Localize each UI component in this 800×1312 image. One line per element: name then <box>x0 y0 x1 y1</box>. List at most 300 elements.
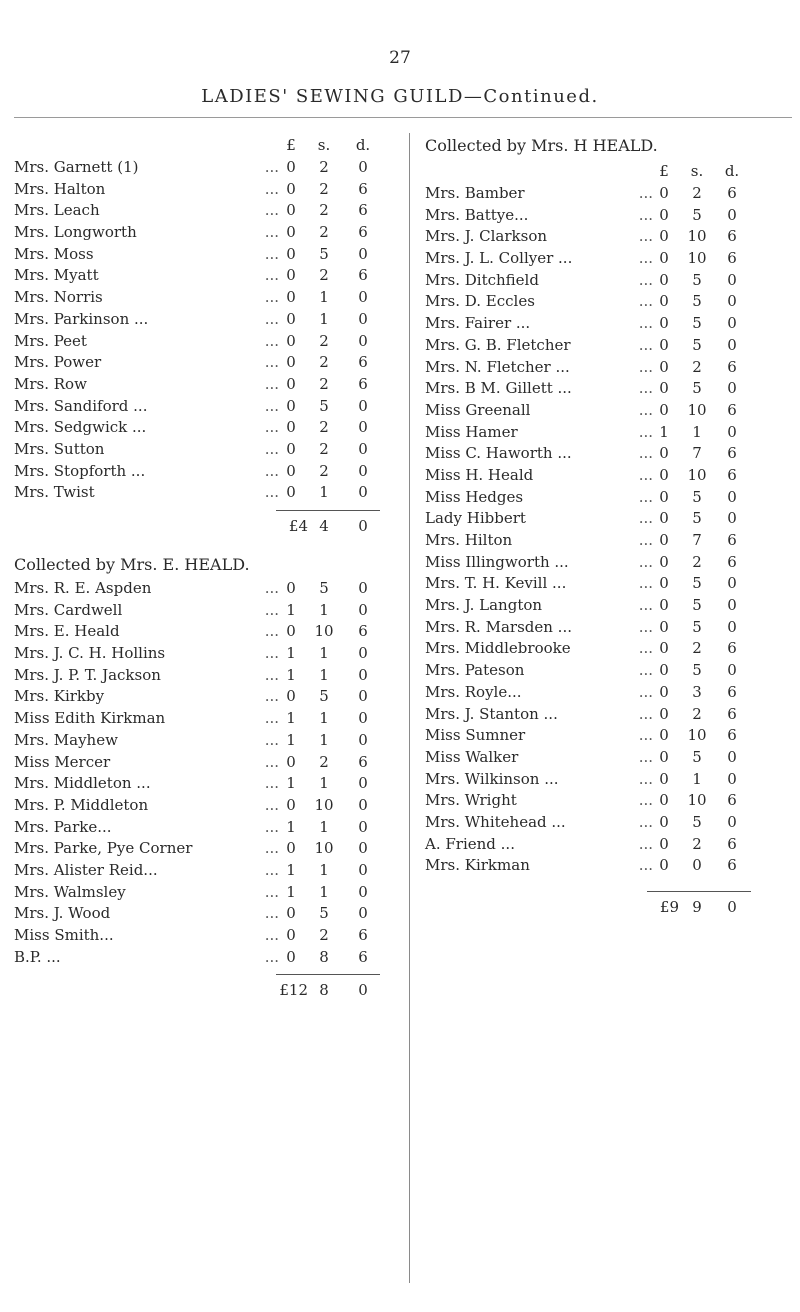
entry-pence: 6 <box>727 400 737 419</box>
entry-pounds: 0 <box>286 266 296 285</box>
section3-pounds-header: £ <box>659 162 669 180</box>
table-row <box>425 291 795 313</box>
entry-shillings: 1 <box>319 882 329 901</box>
currency-header <box>14 133 399 157</box>
entry-shillings: 5 <box>692 596 702 615</box>
entry-pence: 0 <box>358 288 368 307</box>
entry-shillings: 5 <box>319 396 329 415</box>
leader-dots: ... <box>264 374 279 393</box>
table-row <box>14 222 399 244</box>
entry-name: Miss Illingworth ... <box>425 552 569 571</box>
entry-name: Mrs. Halton <box>14 179 106 198</box>
entry-pounds: 0 <box>659 596 669 615</box>
entry-pounds: 1 <box>286 665 296 684</box>
entry-pence: 6 <box>358 179 368 198</box>
entry-name: Mrs. Cardwell <box>14 600 123 619</box>
entry-shillings: 5 <box>692 270 702 289</box>
leader-dots: ... <box>264 179 279 198</box>
entry-pence: 6 <box>727 682 737 701</box>
leader-dots: ... <box>264 904 279 923</box>
entry-name: Mrs. B M. Gillett ... <box>425 379 572 398</box>
entry-shillings: 3 <box>692 682 702 701</box>
entry-shillings: 2 <box>319 201 329 220</box>
leader-dots: ... <box>638 682 653 701</box>
leader-dots: ... <box>638 270 653 289</box>
section1-total-rule <box>14 504 399 514</box>
entry-pence: 0 <box>358 309 368 328</box>
leader-dots: ... <box>638 487 653 506</box>
table-row <box>14 439 399 461</box>
entry-name: Mrs. R. Marsden ... <box>425 617 572 636</box>
entry-name: Mrs. Myatt <box>14 266 99 285</box>
entry-pence: 0 <box>358 860 368 879</box>
entry-pence: 6 <box>358 266 368 285</box>
entry-pence: 0 <box>358 839 368 858</box>
leader-dots: ... <box>264 483 279 502</box>
entry-name: Mrs. Moss <box>14 244 94 263</box>
leader-dots: ... <box>638 812 653 831</box>
entry-name: Miss Smith... <box>14 926 114 944</box>
entry-pounds: 0 <box>659 747 669 766</box>
section3-total <box>425 895 795 919</box>
leader-dots: ... <box>264 882 279 901</box>
entry-name: Mrs. Ditchfield <box>425 270 539 289</box>
leader-dots: ... <box>638 552 653 571</box>
table-row <box>14 200 399 222</box>
entry-pence: 0 <box>358 483 368 502</box>
table-row <box>425 400 795 422</box>
entry-pounds: 0 <box>659 769 669 788</box>
entry-pounds: 0 <box>659 205 669 224</box>
entry-pence: 0 <box>727 812 737 831</box>
entry-pounds: 1 <box>286 882 296 901</box>
table-row <box>425 552 795 574</box>
leader-dots: ... <box>264 752 279 771</box>
entry-shillings: 2 <box>319 223 329 242</box>
leader-dots: ... <box>638 357 653 376</box>
table-row <box>14 838 399 860</box>
leader-dots: ... <box>264 947 279 966</box>
leader-dots: ... <box>638 400 653 419</box>
entry-shillings: 5 <box>692 205 702 224</box>
entry-pounds: 0 <box>286 687 296 706</box>
entry-pounds: 0 <box>286 579 296 597</box>
entry-pence: 6 <box>358 353 368 372</box>
leader-dots: ... <box>638 596 653 615</box>
leader-dots: ... <box>264 687 279 706</box>
table-row <box>425 248 795 270</box>
section2-title: Collected by Mrs. E. HEALD. <box>14 555 250 574</box>
entry-shillings: 10 <box>687 227 707 246</box>
entry-pence: 6 <box>727 704 737 723</box>
entry-name: Mrs. R. E. Aspden <box>14 579 152 597</box>
section1-list <box>14 157 399 504</box>
table-row <box>14 157 399 179</box>
entry-pence: 6 <box>727 531 737 549</box>
column-divider <box>409 133 410 1283</box>
entry-shillings: 1 <box>319 644 329 663</box>
entry-name: Mrs. G. B. Fletcher <box>425 335 571 354</box>
entry-pence: 0 <box>358 687 368 706</box>
entry-name: Mrs. J. P. T. Jackson <box>14 665 161 684</box>
entry-shillings: 1 <box>319 665 329 684</box>
entry-name: Mrs. Alister Reid... <box>14 860 158 879</box>
entry-pence: 0 <box>358 882 368 901</box>
entry-shillings: 7 <box>692 444 702 463</box>
entry-name: Mrs. Garnett (1) <box>14 158 139 176</box>
section1-total <box>14 514 399 538</box>
entry-pence: 6 <box>727 726 737 745</box>
entry-name: B.P. ... <box>14 947 61 966</box>
table-row <box>425 357 795 379</box>
entry-pounds: 0 <box>286 374 296 393</box>
entry-shillings: 2 <box>692 639 702 658</box>
table-row <box>14 244 399 266</box>
leader-dots: ... <box>638 639 653 658</box>
table-row <box>425 465 795 487</box>
entry-name: Mrs. Parke, Pye Corner <box>14 839 193 858</box>
table-row <box>14 396 399 418</box>
entry-name: Mrs. D. Eccles <box>425 292 535 311</box>
leader-dots: ... <box>638 791 653 810</box>
leader-dots: ... <box>264 418 279 437</box>
entry-pounds: 0 <box>286 439 296 458</box>
entry-name: Mrs. Wilkinson ... <box>425 769 559 788</box>
entry-pence: 0 <box>358 774 368 793</box>
entry-name: Mrs. Sedgwick ... <box>14 418 147 437</box>
entry-pounds: 0 <box>659 335 669 354</box>
section3-pence-header: d. <box>724 162 740 180</box>
section1-total-pence: 0 <box>358 517 368 535</box>
section3-title: Collected by Mrs. H HEALD. <box>425 136 658 155</box>
entry-pounds: 0 <box>286 795 296 814</box>
entry-pounds: 0 <box>286 353 296 372</box>
entry-name: Miss Hedges <box>425 487 524 506</box>
entry-pence: 0 <box>358 644 368 663</box>
entry-pounds: 1 <box>286 860 296 879</box>
entry-name: Mrs. J. C. H. Hollins <box>14 644 166 663</box>
entry-pence: 6 <box>727 184 737 202</box>
table-row <box>425 725 795 747</box>
entry-shillings: 2 <box>319 158 329 176</box>
table-row <box>14 621 399 643</box>
page-number: 27 <box>389 48 411 68</box>
entry-shillings: 10 <box>687 465 707 484</box>
entry-pence: 6 <box>358 201 368 220</box>
entry-name: Miss Walker <box>425 747 519 766</box>
table-row <box>14 882 399 904</box>
entry-pounds: 0 <box>659 661 669 680</box>
table-row <box>14 374 399 396</box>
leader-dots: ... <box>264 461 279 480</box>
entry-shillings: 2 <box>319 461 329 480</box>
entry-pence: 6 <box>358 223 368 242</box>
table-row <box>425 660 795 682</box>
leader-dots: ... <box>264 244 279 263</box>
entry-name: Mrs. P. Middleton <box>14 795 149 814</box>
section2-list <box>14 578 399 968</box>
entry-pence: 6 <box>727 227 737 246</box>
table-row <box>425 682 795 704</box>
entry-pence: 0 <box>727 617 737 636</box>
entry-pence: 0 <box>358 439 368 458</box>
entry-shillings: 2 <box>692 704 702 723</box>
entry-name: Mrs. Row <box>14 374 87 393</box>
entry-shillings: 2 <box>692 357 702 376</box>
table-row <box>425 226 795 248</box>
entry-pounds: 0 <box>659 314 669 333</box>
entry-pence: 0 <box>358 795 368 814</box>
entry-pence: 0 <box>358 331 368 350</box>
entry-pence: 0 <box>358 244 368 263</box>
table-row <box>425 704 795 726</box>
table-row <box>14 686 399 708</box>
table-row <box>14 665 399 687</box>
entry-name: Mrs. Fairer ... <box>425 314 531 333</box>
entry-shillings: 2 <box>319 926 329 944</box>
leader-dots: ... <box>638 444 653 463</box>
entry-shillings: 0 <box>692 856 702 875</box>
entry-pence: 0 <box>727 314 737 333</box>
entry-pounds: 0 <box>286 396 296 415</box>
leader-dots: ... <box>264 730 279 749</box>
entry-name: Mrs. Kirkman <box>425 856 530 875</box>
section3-shillings-header: s. <box>690 162 704 180</box>
table-row <box>425 422 795 444</box>
table-row <box>14 287 399 309</box>
entry-shillings: 1 <box>319 730 329 749</box>
entry-pounds: 0 <box>286 461 296 480</box>
pence-header: d. <box>355 136 371 154</box>
leader-dots: ... <box>264 817 279 836</box>
section1-total-pounds: £4 <box>288 517 308 535</box>
leader-dots: ... <box>638 379 653 398</box>
entry-pounds: 1 <box>286 774 296 793</box>
entry-shillings: 5 <box>692 617 702 636</box>
entry-name: Mrs. Mayhew <box>14 730 118 749</box>
entry-pounds: 0 <box>659 704 669 723</box>
table-row <box>14 600 399 622</box>
entry-name: Mrs. Royle... <box>425 682 522 701</box>
entry-pence: 0 <box>358 665 368 684</box>
entry-pounds: 0 <box>659 292 669 311</box>
entry-pence: 0 <box>358 158 368 176</box>
entry-pence: 0 <box>727 769 737 788</box>
table-row <box>14 352 399 374</box>
entry-shillings: 5 <box>692 379 702 398</box>
entry-pounds: 0 <box>659 552 669 571</box>
entry-name: Miss C. Haworth ... <box>425 444 572 463</box>
entry-name: Mrs. Hilton <box>425 531 513 549</box>
leader-dots: ... <box>638 422 653 441</box>
entry-pounds: 0 <box>659 249 669 268</box>
entry-pence: 6 <box>727 357 737 376</box>
entry-name: Mrs. Power <box>14 353 102 372</box>
entry-pounds: 1 <box>286 709 296 728</box>
entry-shillings: 2 <box>319 439 329 458</box>
entry-name: Mrs. Twist <box>14 483 95 502</box>
leader-dots: ... <box>638 856 653 875</box>
entry-name: Mrs. J. L. Collyer ... <box>425 249 573 268</box>
entry-pence: 6 <box>727 444 737 463</box>
entry-pence: 0 <box>727 205 737 224</box>
entry-pounds: 0 <box>286 244 296 263</box>
entry-pence: 0 <box>727 270 737 289</box>
table-row <box>14 643 399 665</box>
entry-pence: 6 <box>358 752 368 771</box>
entry-shillings: 5 <box>692 747 702 766</box>
entry-pence: 0 <box>358 461 368 480</box>
page-heading: LADIES' SEWING GUILD—Continued. <box>201 86 599 107</box>
entry-pence: 6 <box>727 465 737 484</box>
entry-shillings: 2 <box>692 834 702 853</box>
entry-pounds: 1 <box>286 817 296 836</box>
entry-pence: 0 <box>727 661 737 680</box>
entry-pounds: 0 <box>659 812 669 831</box>
entry-pounds: 0 <box>286 201 296 220</box>
table-row <box>14 947 399 969</box>
leader-dots: ... <box>638 661 653 680</box>
entry-name: Mrs. Battye... <box>425 205 529 224</box>
leader-dots: ... <box>264 331 279 350</box>
entry-shillings: 10 <box>687 791 707 810</box>
section3-list <box>425 183 795 877</box>
entry-pence: 0 <box>358 904 368 923</box>
entry-name: A. Friend ... <box>425 834 515 853</box>
entry-name: Miss Mercer <box>14 752 111 771</box>
entry-pounds: 0 <box>659 465 669 484</box>
entry-name: Mrs. Leach <box>14 201 100 220</box>
entry-shillings: 5 <box>692 574 702 593</box>
entry-pence: 0 <box>358 418 368 437</box>
entry-pounds: 0 <box>286 331 296 350</box>
table-row <box>14 708 399 730</box>
entry-pounds: 0 <box>286 288 296 307</box>
section2-total <box>14 978 399 1002</box>
entry-pence: 0 <box>358 817 368 836</box>
entry-pounds: 0 <box>659 834 669 853</box>
entry-pounds: 1 <box>659 422 669 441</box>
leader-dots: ... <box>264 579 279 597</box>
table-row <box>14 331 399 353</box>
entry-shillings: 5 <box>692 661 702 680</box>
entry-shillings: 2 <box>319 331 329 350</box>
leader-dots: ... <box>638 531 653 549</box>
table-row <box>14 817 399 839</box>
table-row <box>425 487 795 509</box>
entry-name: Mrs. Middleton ... <box>14 774 151 793</box>
entry-pence: 6 <box>727 856 737 875</box>
entry-pence: 6 <box>358 947 368 966</box>
entry-shillings: 10 <box>314 839 334 858</box>
entry-pence: 0 <box>727 509 737 528</box>
entry-pounds: 1 <box>286 730 296 749</box>
entry-shillings: 5 <box>692 292 702 311</box>
leader-dots: ... <box>638 465 653 484</box>
entry-pounds: 0 <box>659 617 669 636</box>
entry-pounds: 0 <box>659 400 669 419</box>
section3-currency-header <box>425 159 795 183</box>
leader-dots: ... <box>638 249 653 268</box>
entry-name: Mrs. J. Clarkson <box>425 227 548 246</box>
table-row <box>425 313 795 335</box>
entry-shillings: 5 <box>319 687 329 706</box>
entry-pence: 0 <box>727 487 737 506</box>
table-row <box>14 265 399 287</box>
entry-pounds: 0 <box>659 682 669 701</box>
entry-pounds: 0 <box>659 227 669 246</box>
entry-pounds: 0 <box>286 904 296 923</box>
entry-pounds: 0 <box>659 184 669 202</box>
table-row <box>425 508 795 530</box>
table-row <box>425 378 795 400</box>
table-row <box>425 855 795 877</box>
entry-name: Mrs. Sutton <box>14 439 105 458</box>
leader-dots: ... <box>264 223 279 242</box>
table-row <box>14 773 399 795</box>
entry-pounds: 0 <box>659 574 669 593</box>
entry-name: Miss Hamer <box>425 422 518 441</box>
entry-shillings: 1 <box>319 709 329 728</box>
entry-shillings: 1 <box>692 769 702 788</box>
entry-pounds: 0 <box>286 158 296 176</box>
entry-name: Mrs. Pateson <box>425 661 525 680</box>
entry-pence: 0 <box>727 747 737 766</box>
leader-dots: ... <box>264 158 279 176</box>
table-row <box>425 530 795 552</box>
entry-pence: 6 <box>727 249 737 268</box>
entry-shillings: 8 <box>319 947 329 966</box>
entry-pence: 6 <box>727 791 737 810</box>
entry-name: Mrs. Parkinson ... <box>14 309 149 328</box>
entry-name: Mrs. J. Stanton ... <box>425 704 558 723</box>
table-row <box>425 270 795 292</box>
table-row <box>425 205 795 227</box>
entry-shillings: 7 <box>692 531 702 549</box>
table-row <box>425 443 795 465</box>
entry-shillings: 5 <box>692 487 702 506</box>
leader-dots: ... <box>638 704 653 723</box>
leader-dots: ... <box>638 335 653 354</box>
entry-name: Mrs. N. Fletcher ... <box>425 357 570 376</box>
top-rule <box>14 117 792 118</box>
entry-shillings: 5 <box>319 904 329 923</box>
table-row <box>425 617 795 639</box>
entry-shillings: 1 <box>692 422 702 441</box>
entry-pence: 6 <box>358 374 368 393</box>
entry-shillings: 2 <box>692 184 702 202</box>
entry-name: Mrs. Kirkby <box>14 687 105 706</box>
leader-dots: ... <box>264 795 279 814</box>
entry-pence: 0 <box>727 292 737 311</box>
entry-name: Mrs. Longworth <box>14 223 137 242</box>
leader-dots: ... <box>638 769 653 788</box>
entry-shillings: 10 <box>687 249 707 268</box>
entry-name: Mrs. Peet <box>14 331 87 350</box>
leader-dots: ... <box>264 709 279 728</box>
leader-dots: ... <box>264 600 279 619</box>
entry-name: Mrs. J. Wood <box>14 904 111 923</box>
section3-total-pence: 0 <box>727 898 737 916</box>
entry-shillings: 2 <box>319 179 329 198</box>
section2-total-shillings: 8 <box>319 981 329 1000</box>
entry-pounds: 0 <box>659 509 669 528</box>
leader-dots: ... <box>264 665 279 684</box>
entry-pounds: 0 <box>286 418 296 437</box>
table-row <box>14 482 399 504</box>
leader-dots: ... <box>638 509 653 528</box>
leader-dots: ... <box>264 839 279 858</box>
